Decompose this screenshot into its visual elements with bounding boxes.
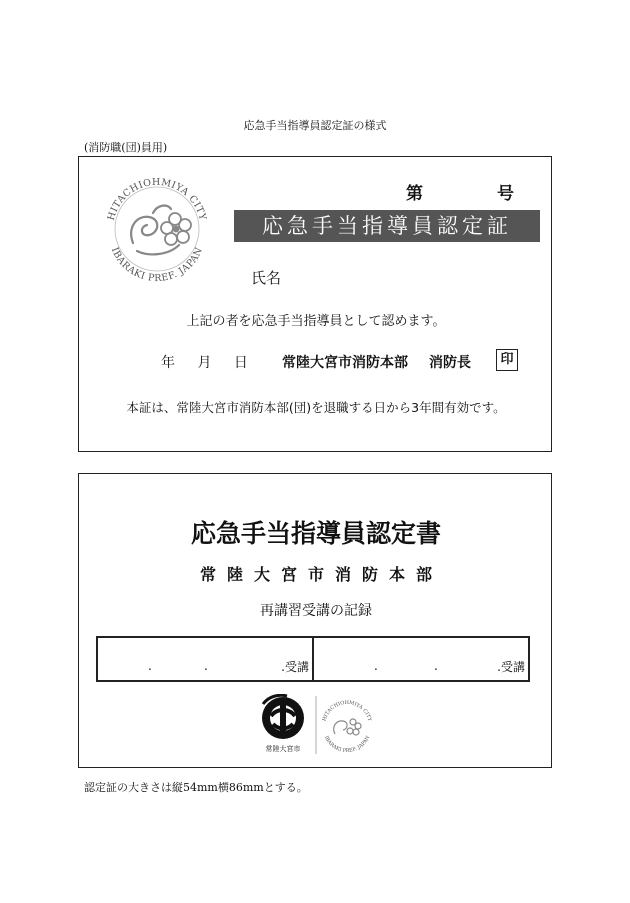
emblem-text-bottom: IBARAKI PREF. JAPAN — [322, 734, 372, 755]
document-title: 応急手当指導員認定証の様式 — [243, 119, 387, 132]
name-label: 氏名 — [251, 269, 282, 287]
fire-chief-title: 消防長 — [429, 355, 471, 371]
date-separator: . — [374, 659, 378, 673]
certificate-card-front — [78, 156, 552, 452]
size-note: 認定証の大きさは縦54mm横86mmとする。 — [84, 781, 308, 794]
svg-text:IBARAKI PREF. JAPAN — [323, 734, 372, 754]
certification-statement: 上記の者を応急手当指導員として認めます。 — [186, 314, 446, 329]
date-separator: . — [148, 659, 152, 673]
issuer-name: 常陸大宮市消防本部 — [282, 355, 408, 371]
usage-note: (消防職(団)員用) — [84, 141, 168, 154]
svg-text:HITACHIOHMIYA CITY — [322, 700, 373, 723]
record-cell — [98, 638, 312, 680]
certificate-card-back — [78, 473, 552, 768]
certificate-title: 応急手当指導員認定書 — [190, 519, 441, 548]
city-emblem-small-icon — [322, 700, 373, 754]
record-cell — [312, 638, 528, 680]
seal-box: 印 — [496, 349, 518, 371]
attended-label: .受講 — [497, 660, 525, 674]
svg-text:IBARAKI PREF. JAPAN — [109, 246, 205, 284]
department-name: 常陸大宮市消防本部 — [199, 565, 443, 584]
city-symbol-icon — [262, 695, 304, 739]
city-logos — [259, 694, 379, 756]
certificate-number-suffix: 号 — [497, 184, 514, 204]
retraining-record-table — [96, 636, 530, 682]
date-label: 年 月 日 — [161, 355, 250, 371]
date-separator: . — [204, 659, 208, 673]
certificate-number-prefix: 第 — [406, 184, 423, 204]
city-emblem-icon — [97, 167, 217, 287]
validity-note: 本証は、常陸大宮市消防本部(団)を退職する日から3年間有効です。 — [126, 400, 506, 415]
retraining-record-label: 再講習受講の記録 — [260, 603, 372, 619]
emblem-text-top: HITACHIOHMIYA CITY — [105, 176, 209, 222]
certificate-banner: 応急手当指導員認定証 — [234, 210, 540, 242]
emblem-text-bottom: IBARAKI PREF. JAPAN — [108, 245, 206, 285]
svg-text:HITACHIOHMIYA CITY — [106, 177, 208, 222]
emblem-text-top: HITACHIOHMIYA CITY — [321, 699, 373, 723]
attended-label: .受講 — [281, 660, 309, 674]
date-separator: . — [434, 659, 438, 673]
city-logo-text: 常陸大宮市 — [265, 745, 301, 753]
